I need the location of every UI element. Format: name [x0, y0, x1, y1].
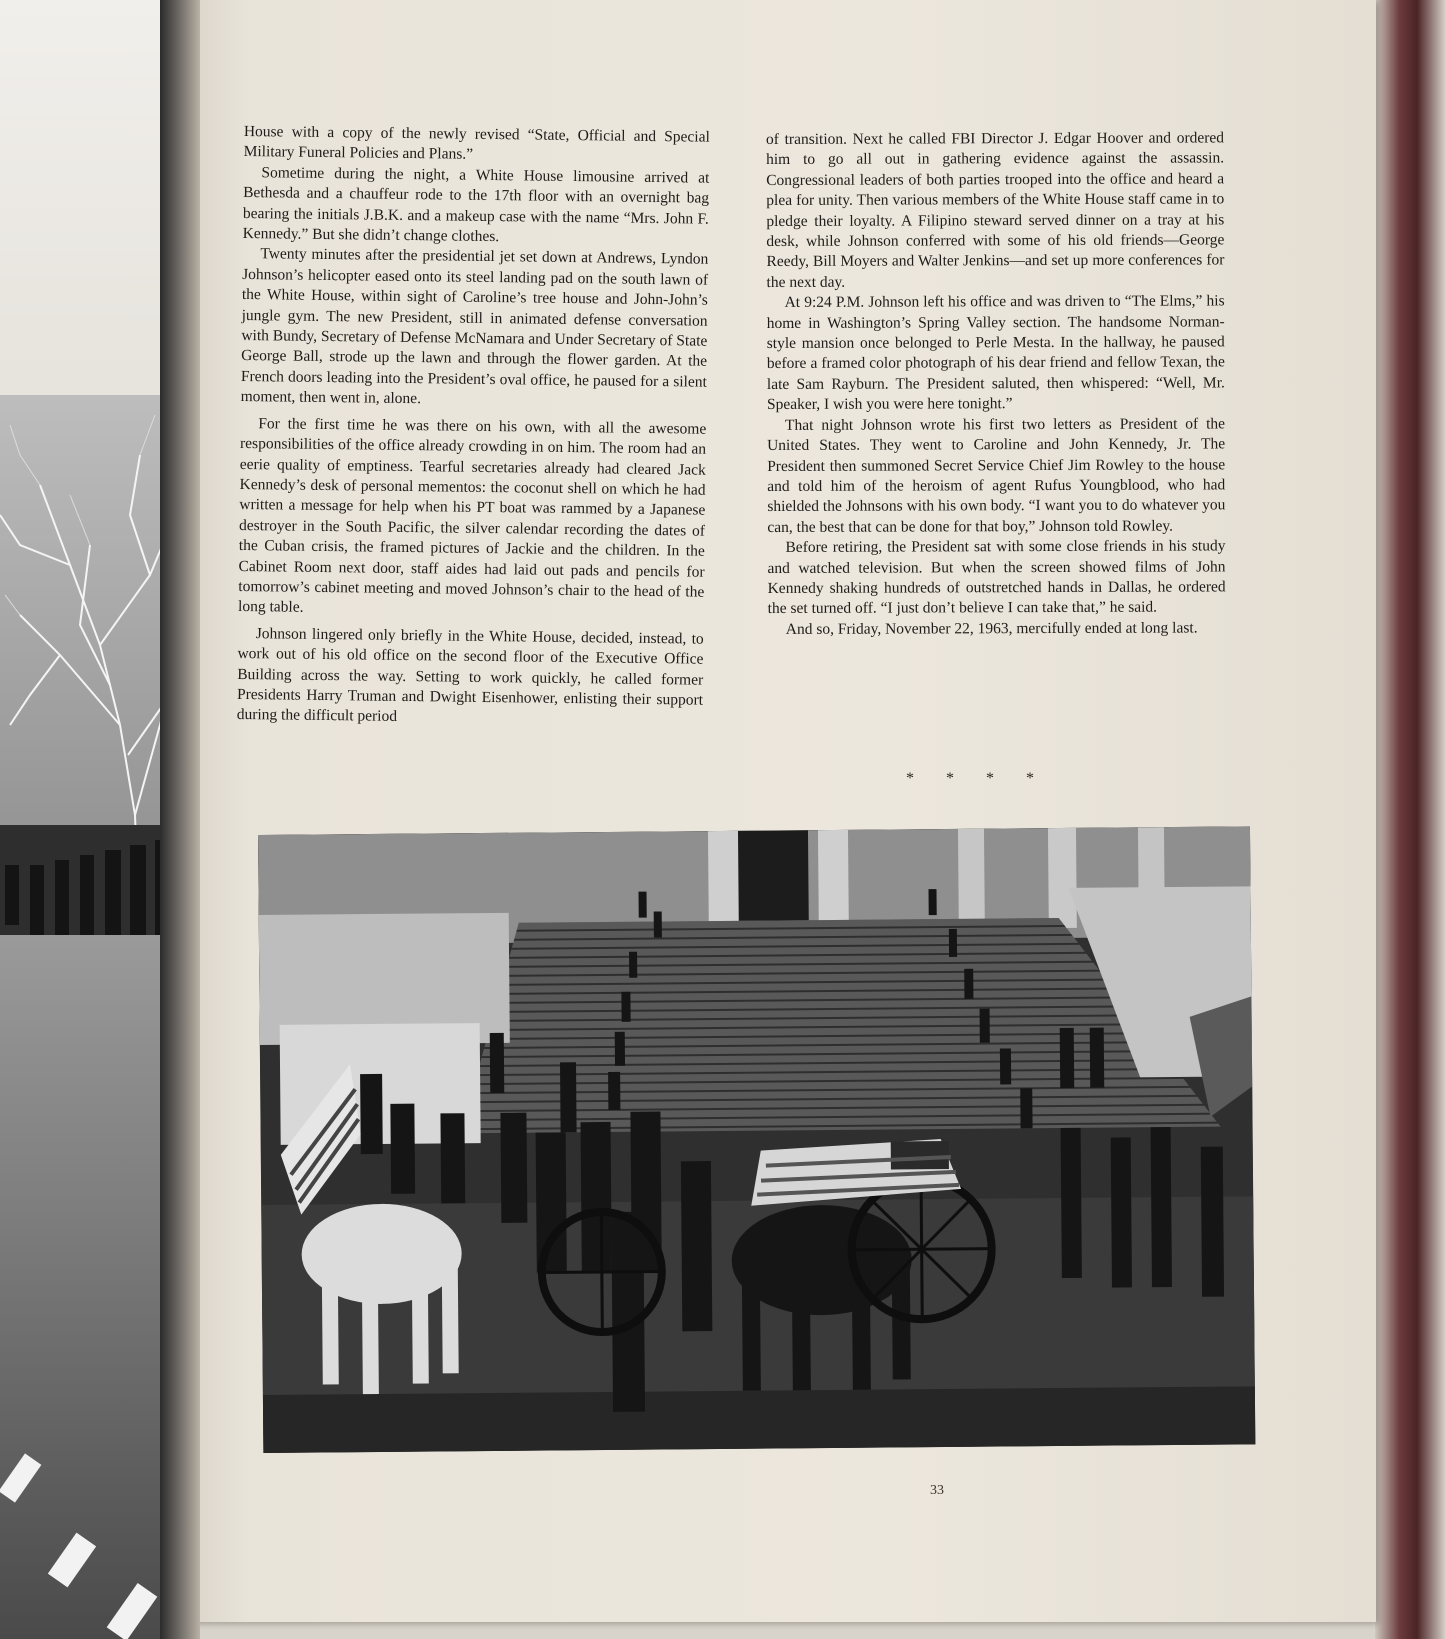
paragraph: For the first time he was there on his own, with all the awesome responsibilities of the office already crowding in on him. The room had an eerie quality of emptiness. Tearful secretaries already had cleared Jack Kennedy’s desk of personal mementos: the coconut shell on which he had written a message for help when his PT boat was rammed by a Japanese destroyer in the South Pacific, the silver calendar recording the dates of the Cuban crisis, the framed pictures of Jackie and the children. In the Cabinet Room next door, staff aides had laid out pads and pencils for tomorrow’s cabinet meeting and moved Johnson’s chair to the head of the long table. — [237, 414, 707, 617]
paragraph: And so, Friday, November 22, 1963, mercifully ended at long last. — [785, 619, 1198, 638]
paragraph: Sometime during the night, a White House limousine arrived at Bethesda and a chauffeur rode to the 17th floor with an overnight bag bearing the initials J.B.K. and a makeup case with the name “Mrs. John F. Kennedy.” But she didn’t change clothes. — [242, 164, 710, 246]
paragraph: of transition. Next he called FBI Director J. Edgar Hoover and ordered him to go all out in gathering evidence against the assassin. Congressional leaders of both parties trooped into the office and heard a plea for unity. Then various members of the White House staff came in to pledge their loyalty. A Filipino steward served dinner on a tray at his desk, while Johnson conferred with some of his old friends—George Reedy, Bill Moyers and Walter Jenkins—and set up more conferences for the next day. — [766, 129, 1225, 291]
paragraph: House with a copy of the newly revised “State, Official and Special Military Funeral Policies and Plans.” — [243, 122, 710, 164]
funeral-photo-illustration — [258, 826, 1255, 1453]
book-cover-edge — [1375, 0, 1445, 1639]
funeral-photo — [258, 826, 1255, 1453]
paragraph: That night Johnson wrote his first two letters as President of the United States. They went to Caroline and John Kennedy, Jr. The President then summoned Secret Service Chief Jim Rowley to the house and told him of the heroism of agent Rufus Youngblood, who had shielded the Johnsons with his own body. “I want you to do whatever you can, the best that can be done for that boy,” Johnson told Rowley. — [767, 415, 1226, 536]
paragraph: Johnson lingered only briefly in the White House, decided, instead, to work out of his old office on the second floor of the Executive Office Building across the way. Setting to work quickly, he called former Presidents Harry Truman and Dwight Eisenhower, enlisting their support during the difficult period — [236, 624, 704, 726]
text-column-left — [237, 122, 710, 731]
paragraph: Before retiring, the President sat with some close friends in his study and watched television. But when the screen showed films of John Kennedy shaking hundreds of outstretched hands in Dallas, he ordered the set turned off. “I just don’t believe I can take that,” he said. — [767, 537, 1226, 618]
paragraph: Twenty minutes after the presidential jet set down at Andrews, Lyndon Johnson’s helicopter eased onto its steel landing pad on the south lawn of the White House, within sight of Caroline’s tree house and John-John’s jungle gym. The new President, still in animated defense conversation with Bundy, Secretary of Defense McNamara and Under Secretary of State George Ball, strode up the lawn and through the flower garden. At the French doors leading into the President’s oval office, he paused for a silent moment, then went in, alone. — [240, 245, 709, 408]
text-column-right — [766, 128, 1226, 640]
page-gutter — [160, 0, 200, 1639]
section-separator: * * * * — [906, 770, 1048, 787]
page-number: 33 — [930, 1483, 944, 1498]
paragraph: At 9:24 P.M. Johnson left his office and was driven to “The Elms,” his home in Washington’s Spring Valley section. The handsome Norman-style mansion once belonged to Perle Mesta. In the hallway, he paused before a framed color photograph of his dear friend and fellow Texan, the late Sam Rayburn. The President saluted, then whispered: “Well, Mr. Speaker, I wish you were here tonight.” — [766, 292, 1225, 414]
